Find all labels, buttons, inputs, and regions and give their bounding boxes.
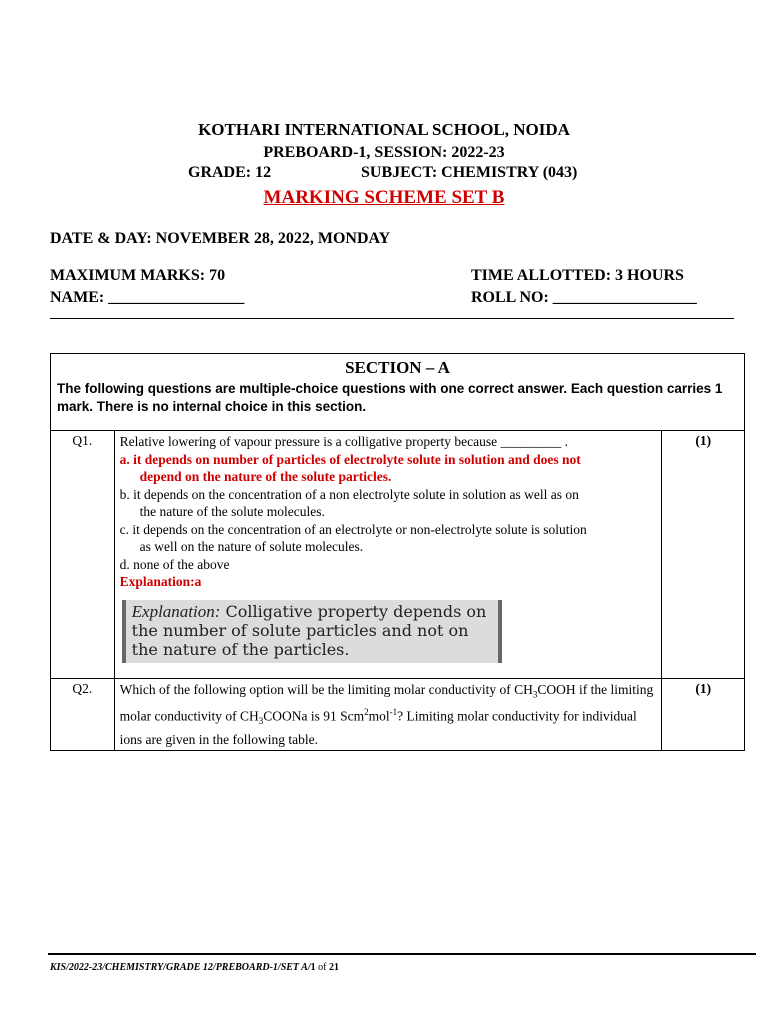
- school-name: KOTHARI INTERNATIONAL SCHOOL, NOIDA: [198, 120, 570, 139]
- footer-text: [50, 962, 339, 973]
- name-field[interactable]: NAME: _________________: [50, 289, 245, 306]
- option-b: [120, 486, 654, 521]
- q2-sub-2: 3: [258, 716, 264, 727]
- question-marks: (1): [695, 433, 712, 448]
- option-a-line1: a. it depends on number of particles of electrolyte solute in solution and does not: [119, 451, 581, 467]
- option-a: [120, 451, 654, 486]
- option-b-line2: the nature of the solute molecules.: [139, 504, 325, 519]
- explanation-label: Explanation:a: [119, 574, 202, 589]
- footer-code: KIS/2022-23/CHEMISTRY/GRADE 12/PREBOARD-1/SET A/: [50, 962, 311, 973]
- table-row: [51, 679, 745, 751]
- explanation-box-text: Colligative property depends on the number of solute particles and not on the nature of the particles.: [131, 601, 487, 659]
- q2-text-2: COOH if the limiting molar conductivity of CH: [119, 682, 654, 724]
- option-a-line2: depend on the nature of the solute particles.: [139, 469, 392, 484]
- subject-label: SUBJECT: CHEMISTRY (043): [361, 164, 578, 181]
- footer-of: of: [315, 962, 329, 973]
- option-c: [120, 521, 654, 556]
- footer-page: 1: [310, 962, 316, 973]
- q2-sup-2: -1: [389, 707, 398, 718]
- explanation-box: [122, 600, 502, 663]
- session-line: PREBOARD-1, SESSION: 2022-23: [263, 144, 505, 161]
- date-line: DATE & DAY: NOVEMBER 28, 2022, MONDAY: [50, 230, 391, 247]
- footer-divider: [48, 953, 756, 955]
- grade-label: GRADE: 12: [188, 164, 272, 181]
- table-row: [51, 431, 745, 679]
- question-text: Relative lowering of vapour pressure is a colligative property because _________ .: [119, 434, 569, 449]
- option-c-line2: as well on the nature of solute molecules.: [139, 539, 364, 554]
- section-instructions: The following questions are multiple-choice questions with one correct answer. Each question carries 1 mark. There is no internal choice in this section.: [57, 381, 723, 414]
- question-body: [115, 431, 662, 669]
- option-b-line1: b. it depends on the concentration of a non electrolyte solute in solution as well as on: [119, 486, 579, 502]
- q2-text-3: COONa is 91 Scm: [263, 708, 365, 724]
- question-marks: (1): [695, 681, 712, 696]
- roll-no-field[interactable]: ROLL NO: __________________: [471, 289, 697, 306]
- q2-text-4: mol: [368, 708, 390, 724]
- q2-text-1: Which of the following option will be the limiting molar conductivity of CH: [119, 682, 533, 697]
- q2-sub-1: 3: [532, 689, 538, 700]
- max-marks: MAXIMUM MARKS: 70: [50, 267, 226, 284]
- section-title: SECTION – A: [345, 358, 450, 377]
- marking-scheme-title: MARKING SCHEME SET B: [263, 187, 505, 208]
- time-allotted: TIME ALLOTTED: 3 HOURS: [471, 267, 684, 284]
- question-number: Q2.: [72, 681, 93, 696]
- q2-text-5: ? Limiting molar conductivity for individual ions are given in the following table.: [119, 708, 637, 747]
- footer-total: 21: [328, 962, 339, 973]
- explanation-box-label: Explanation:: [131, 601, 221, 621]
- question-number: Q1.: [72, 433, 93, 448]
- option-d: d. none of the above: [119, 556, 230, 572]
- q2-sup-1: 2: [364, 707, 369, 718]
- header-divider: [50, 318, 734, 319]
- questions-table: [50, 353, 745, 751]
- section-header-row: [51, 354, 745, 431]
- option-c-line1: c. it depends on the concentration of an electrolyte or non-electrolyte solute is solution: [119, 521, 587, 537]
- question-text: [115, 679, 662, 750]
